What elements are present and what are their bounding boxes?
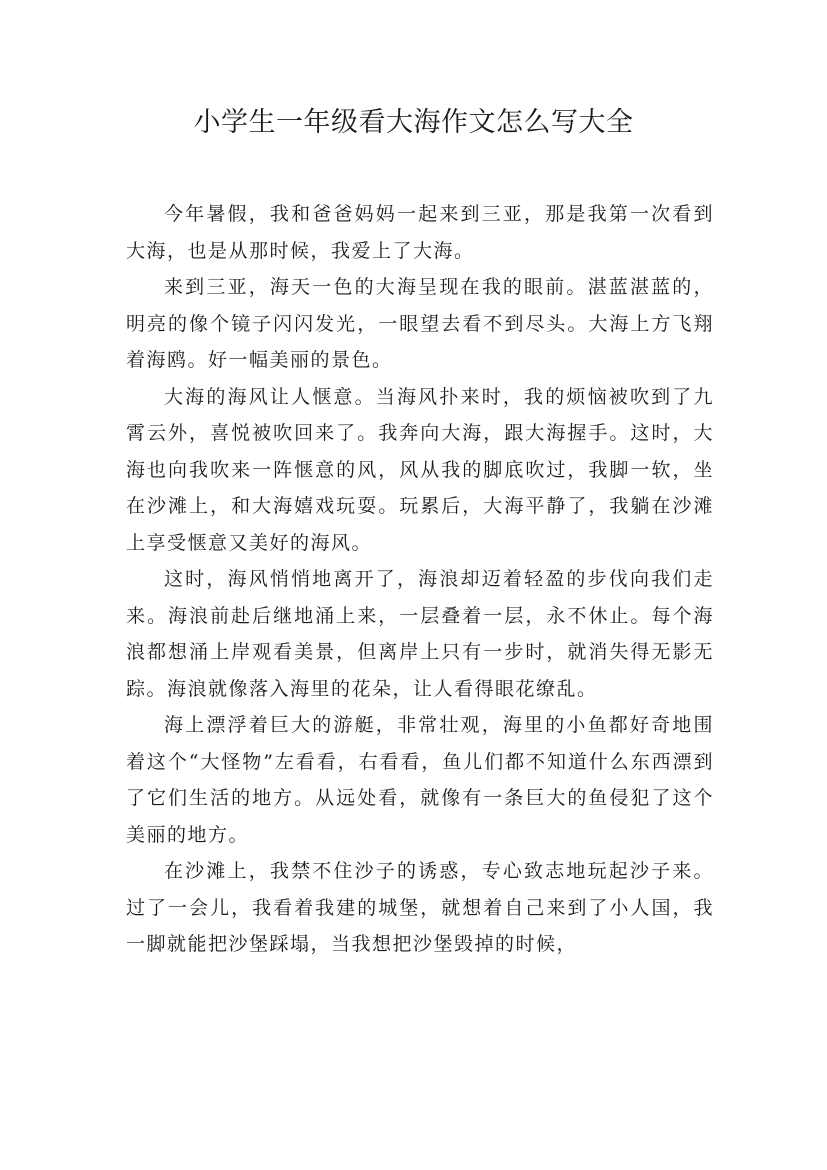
paragraph-4: 这时，海风悄悄地离开了，海浪却迈着轻盈的步伐向我们走来。海浪前赴后继地涌上来，一层叠着一层，永不休止。每个海浪都想涌上岸观看美景，但离岸上只有一步时，就消失得无影无踪。海浪就像落入海里的花朵，让人看得眼花缭乱。 xyxy=(126,568,714,700)
document-title: 小学生一年级看大海作文怎么写大全 xyxy=(193,107,634,138)
paragraph-6: 在沙滩上，我禁不住沙子的诱惑，专心致志地玩起沙子来。过了一会儿，我看着我建的城堡，就想着自己来到了小人国，我一脚就能把沙堡踩塌，当我想把沙堡毁掉的时候， xyxy=(126,860,714,955)
paragraph-1: 今年暑假，我和爸爸妈妈一起来到三亚，那是我第一次看到大海，也是从那时候，我爱上了大海。 xyxy=(126,203,714,262)
paragraph-5: 海上漂浮着巨大的游艇，非常壮观，海里的小鱼都好奇地围着这个“大怪物”左看看，右看看，鱼儿们都不知道什么东西漂到了它们生活的地方。从远处看，就像有一条巨大的鱼侵犯了这个美丽的地方。 xyxy=(126,714,714,846)
paragraph-2: 来到三亚，海天一色的大海呈现在我的眼前。湛蓝湛蓝的，明亮的像个镜子闪闪发光，一眼望去看不到尽头。大海上方飞翔着海鸥。好一幅美丽的景色。 xyxy=(126,276,714,371)
paragraph-3: 大海的海风让人惬意。当海风扑来时，我的烦恼被吹到了九霄云外，喜悦被吹回来了。我奔向大海，跟大海握手。这时，大海也向我吹来一阵惬意的风，风从我的脚底吹过，我脚一软，坐在沙滩上，和大海嬉戏玩耍。玩累后，大海平静了，我躺在沙滩上享受惬意又美好的海风。 xyxy=(126,385,714,554)
document-body xyxy=(126,196,714,963)
